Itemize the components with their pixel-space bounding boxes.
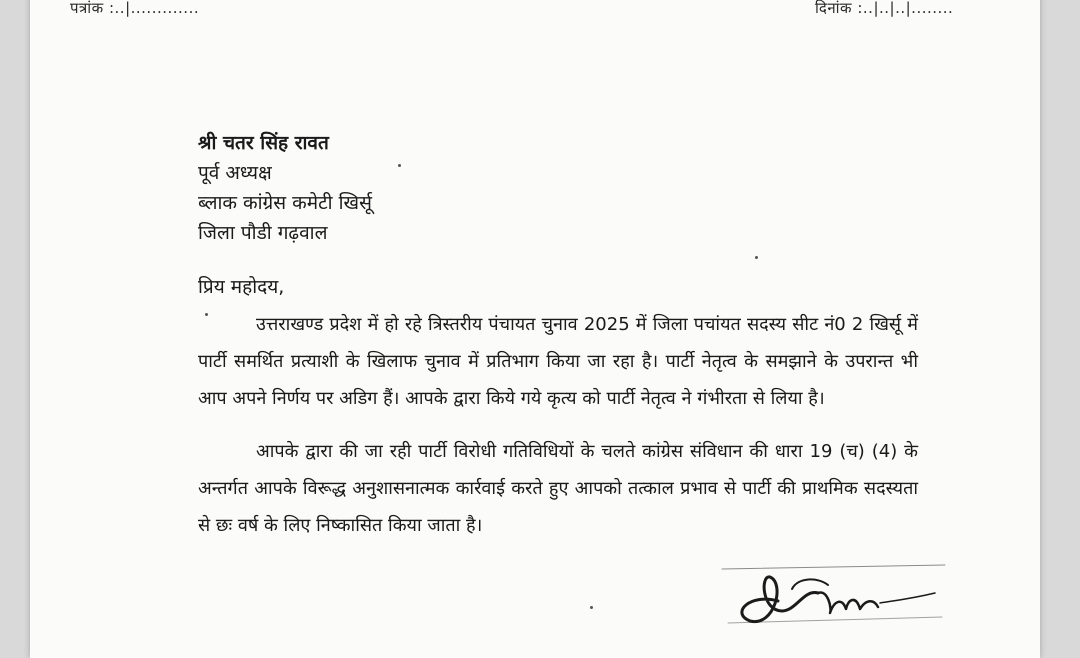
letter-page [30, 0, 1040, 658]
recipient-organization: ब्लाक कांग्रेस कमेटी खिर्सू [198, 192, 372, 214]
recipient-name: श्री चतर सिंह रावत [198, 132, 329, 154]
salutation: प्रिय महोदय, [198, 276, 285, 298]
paper-speck [398, 164, 401, 167]
paper-speck [755, 256, 758, 259]
date-label: दिनांक :..|..|..|........ [815, 0, 954, 17]
recipient-district: जिला पौडी गढ़वाल [198, 222, 328, 244]
recipient-designation: पूर्व अध्यक्ष [198, 162, 272, 184]
letter-paragraph-2: आपके द्वारा की जा रही पार्टी विरोधी गतिविधियों के चलते कांग्रेस संविधान की धारा 19 (च) (4) के अन्तर्गत आपके विरूद्ध अनुशासनात्मक कार्रवाई करते हुए आपको तत्काल प्रभाव से पार्टी की प्राथमिक सदस्यता से छः वर्ष के लिए निष्कासित किया जाता है। [198, 441, 918, 536]
reference-number-label: पत्रांक :..|............. [70, 0, 200, 17]
signature-icon [720, 563, 950, 633]
letter-paragraph-1: उत्तराखण्ड प्रदेश में हो रहे त्रिस्तरीय पंचायत चुनाव 2025 में जिला पचांयत सदस्य सीट नं0 2 खिर्सू में पार्टी समर्थित प्रत्याशी के खिलाफ चुनाव में प्रतिभाग किया जा रहा है। पार्टी नेतृत्व के समझाने के उपरान्त भी आप अपने निर्णय पर अडिग हैं। आपके द्वारा किये गये कृत्य को पार्टी नेतृत्व ने गंभीरता से लिया है। [198, 314, 918, 409]
paper-speck [590, 606, 593, 609]
paper-speck [205, 313, 208, 316]
signature [720, 563, 950, 633]
